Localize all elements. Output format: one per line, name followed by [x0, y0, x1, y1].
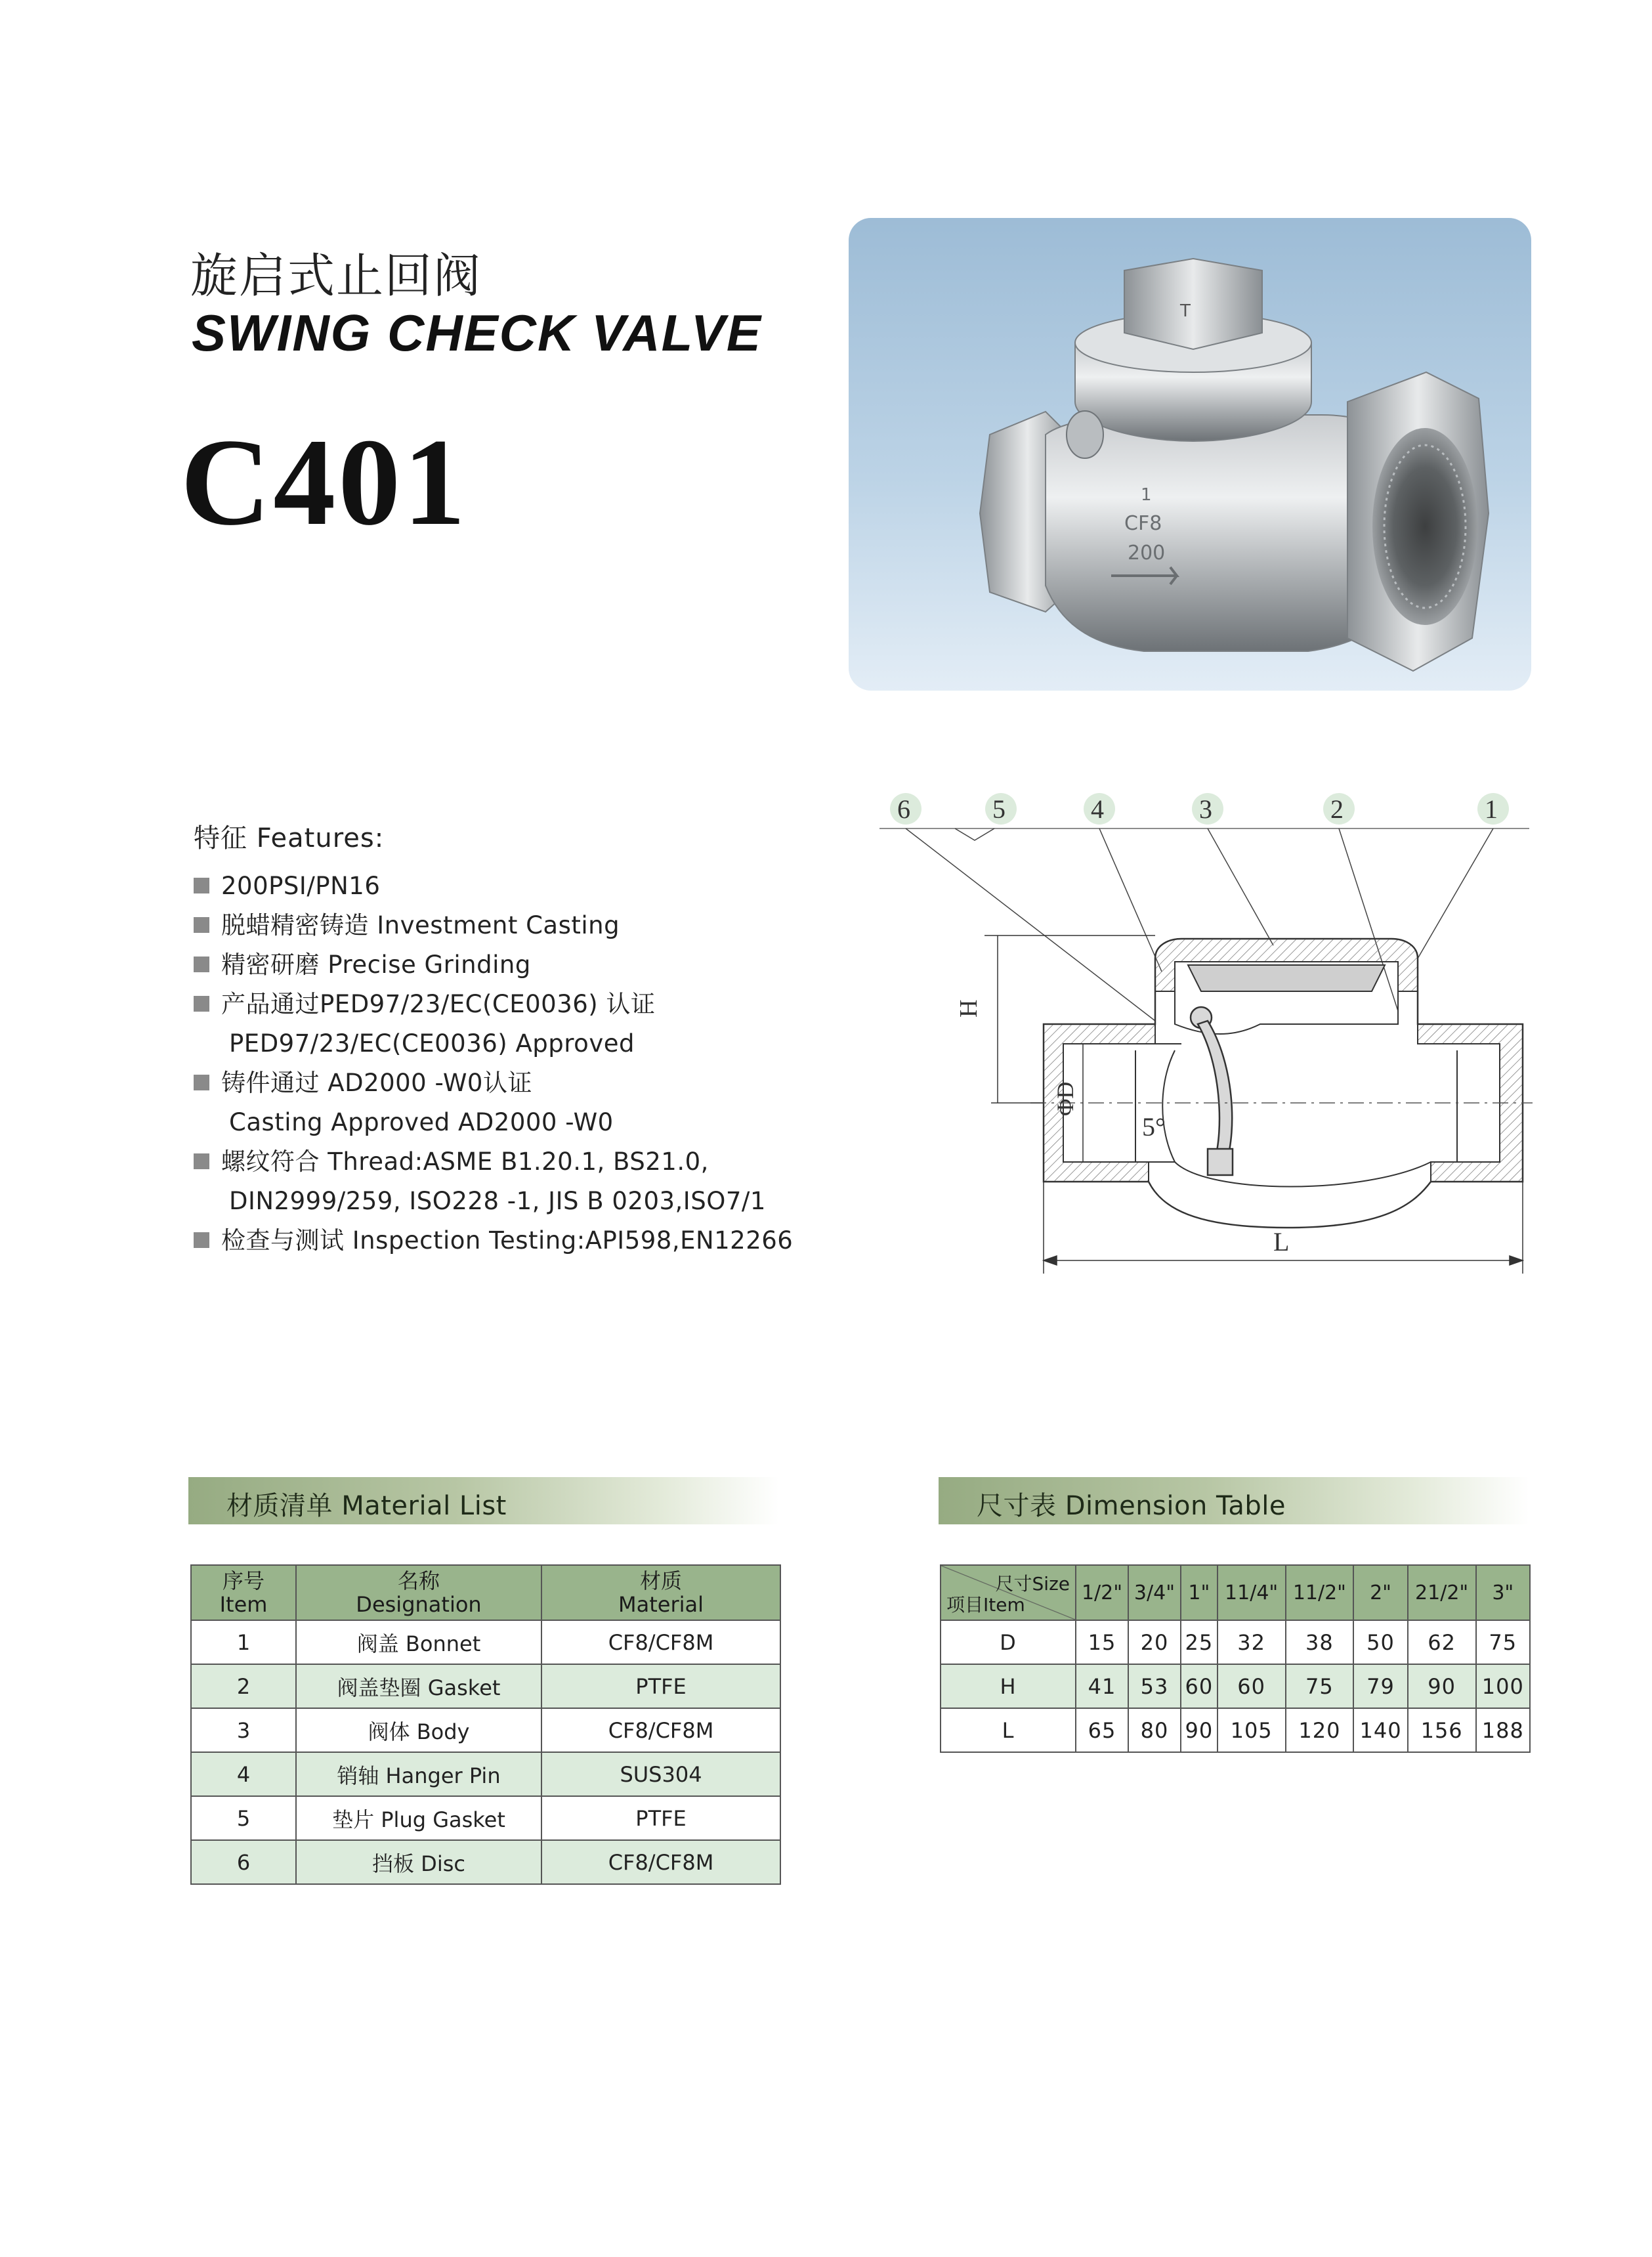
- title-english: SWING CHECK VALVE: [192, 304, 762, 362]
- threaded-bore: [1372, 428, 1477, 625]
- header-size: 21/2": [1408, 1565, 1476, 1620]
- table-row: 1 阀盖 Bonnet CF8/CF8M: [191, 1620, 780, 1664]
- bullet-square-icon: [194, 878, 209, 893]
- header-material: 材质 Material: [541, 1565, 780, 1620]
- corner-item-label: 项目Item: [946, 1594, 1025, 1616]
- header-size: 1/2": [1076, 1565, 1128, 1620]
- feature-item: 铸件通过 AD2000 -W0认证: [194, 1064, 793, 1103]
- feature-item: 检查与测试 Inspection Testing:API598,EN12266: [194, 1221, 793, 1260]
- features-heading: 特征 Features:: [194, 823, 385, 853]
- product-photo: [849, 218, 1531, 691]
- callout-4: [1084, 793, 1115, 825]
- casting-mark-size: 1: [1141, 485, 1152, 505]
- dimension-table-title: 尺寸表 Dimension Table: [977, 1491, 1286, 1521]
- table-row: H 41 53 60 60 75 79 90 100: [941, 1664, 1530, 1708]
- callout-6: [890, 793, 921, 825]
- feature-item: 精密研磨 Precise Grinding: [194, 945, 793, 985]
- casting-mark-material: CF8: [1124, 512, 1162, 535]
- bullet-square-icon: [194, 957, 209, 972]
- table-row: 2 阀盖垫圈 Gasket PTFE: [191, 1664, 780, 1708]
- svg-text:6: 6: [897, 794, 910, 824]
- material-header-row: [191, 1565, 780, 1620]
- header-item: 序号 Item: [191, 1565, 296, 1620]
- dimension-table-bar: [939, 1477, 1529, 1524]
- header-size: 11/4": [1218, 1565, 1286, 1620]
- casting-mark-t: T: [1180, 301, 1191, 321]
- table-row: 4 销轴 Hanger Pin SUS304: [191, 1752, 780, 1796]
- table-row: 3 阀体 Body CF8/CF8M: [191, 1708, 780, 1752]
- feature-item: 产品通过PED97/23/EC(CE0036) 认证: [194, 985, 793, 1024]
- feature-item: 200PSI/PN16: [194, 867, 793, 906]
- valve-illustration: [849, 218, 1531, 691]
- svg-text:1: 1: [1485, 794, 1498, 824]
- dimension-header-row: [941, 1565, 1530, 1620]
- features-section: [194, 817, 793, 1260]
- table-row: D 15 20 25 32 38 50 62 75: [941, 1620, 1530, 1664]
- header-size: 11/2": [1286, 1565, 1354, 1620]
- material-list-bar: [188, 1477, 779, 1524]
- callout-1: [1477, 793, 1509, 825]
- dimension-table: [940, 1564, 1531, 1753]
- callout-2: [1323, 793, 1355, 825]
- cross-section-drawing: [866, 775, 1536, 1352]
- dimension-l-label: L: [1273, 1227, 1290, 1257]
- angle-label: 5°: [1142, 1112, 1166, 1142]
- bullet-square-icon: [194, 917, 209, 933]
- svg-text:4: 4: [1091, 794, 1104, 824]
- callout-5: [985, 793, 1017, 825]
- table-row: L 65 80 90 105 120 140 156 188: [941, 1708, 1530, 1752]
- feature-item-continued: PED97/23/EC(CE0036) Approved: [229, 1029, 635, 1058]
- material-table: [190, 1564, 781, 1885]
- material-list-title: 材质清单 Material List: [226, 1491, 507, 1521]
- header-size: 3/4": [1128, 1565, 1181, 1620]
- dimension-d-label: ΦD: [1052, 1081, 1078, 1116]
- hex-cap: [1124, 259, 1262, 349]
- feature-item: 螺纹符合 Thread:ASME B1.20.1, BS21.0,: [194, 1142, 793, 1182]
- svg-text:3: 3: [1199, 794, 1212, 824]
- table-row: 5 垫片 Plug Gasket PTFE: [191, 1796, 780, 1840]
- header-size: 3": [1476, 1565, 1530, 1620]
- bullet-square-icon: [194, 1075, 209, 1090]
- corner-size-label: 尺寸Size: [995, 1573, 1070, 1595]
- bullet-square-icon: [194, 1232, 209, 1248]
- casting-mark-pressure: 200: [1128, 542, 1166, 565]
- table-row: 6 挡板 Disc CF8/CF8M: [191, 1840, 780, 1884]
- svg-text:5: 5: [992, 794, 1006, 824]
- feature-item: 脱蜡精密铸造 Investment Casting: [194, 906, 793, 945]
- disc-hanger: [1191, 1007, 1233, 1175]
- header-designation: 名称 Designation: [296, 1565, 541, 1620]
- bullet-square-icon: [194, 1153, 209, 1169]
- callout-3: [1192, 793, 1223, 825]
- bullet-square-icon: [194, 996, 209, 1012]
- header-size: 2": [1353, 1565, 1407, 1620]
- svg-text:2: 2: [1330, 794, 1344, 824]
- title-chinese: 旋启式止回阀: [190, 248, 482, 303]
- header-size: 1": [1181, 1565, 1218, 1620]
- plug-bolt: [1067, 411, 1103, 458]
- dimension-h-label: H: [955, 999, 983, 1018]
- feature-item-continued: DIN2999/259, ISO228 -1, JIS B 0203,ISO7/1: [229, 1187, 766, 1215]
- feature-item-continued: Casting Approved AD2000 -W0: [229, 1108, 614, 1136]
- model-number: C401: [180, 414, 469, 551]
- header-corner: [941, 1565, 1076, 1620]
